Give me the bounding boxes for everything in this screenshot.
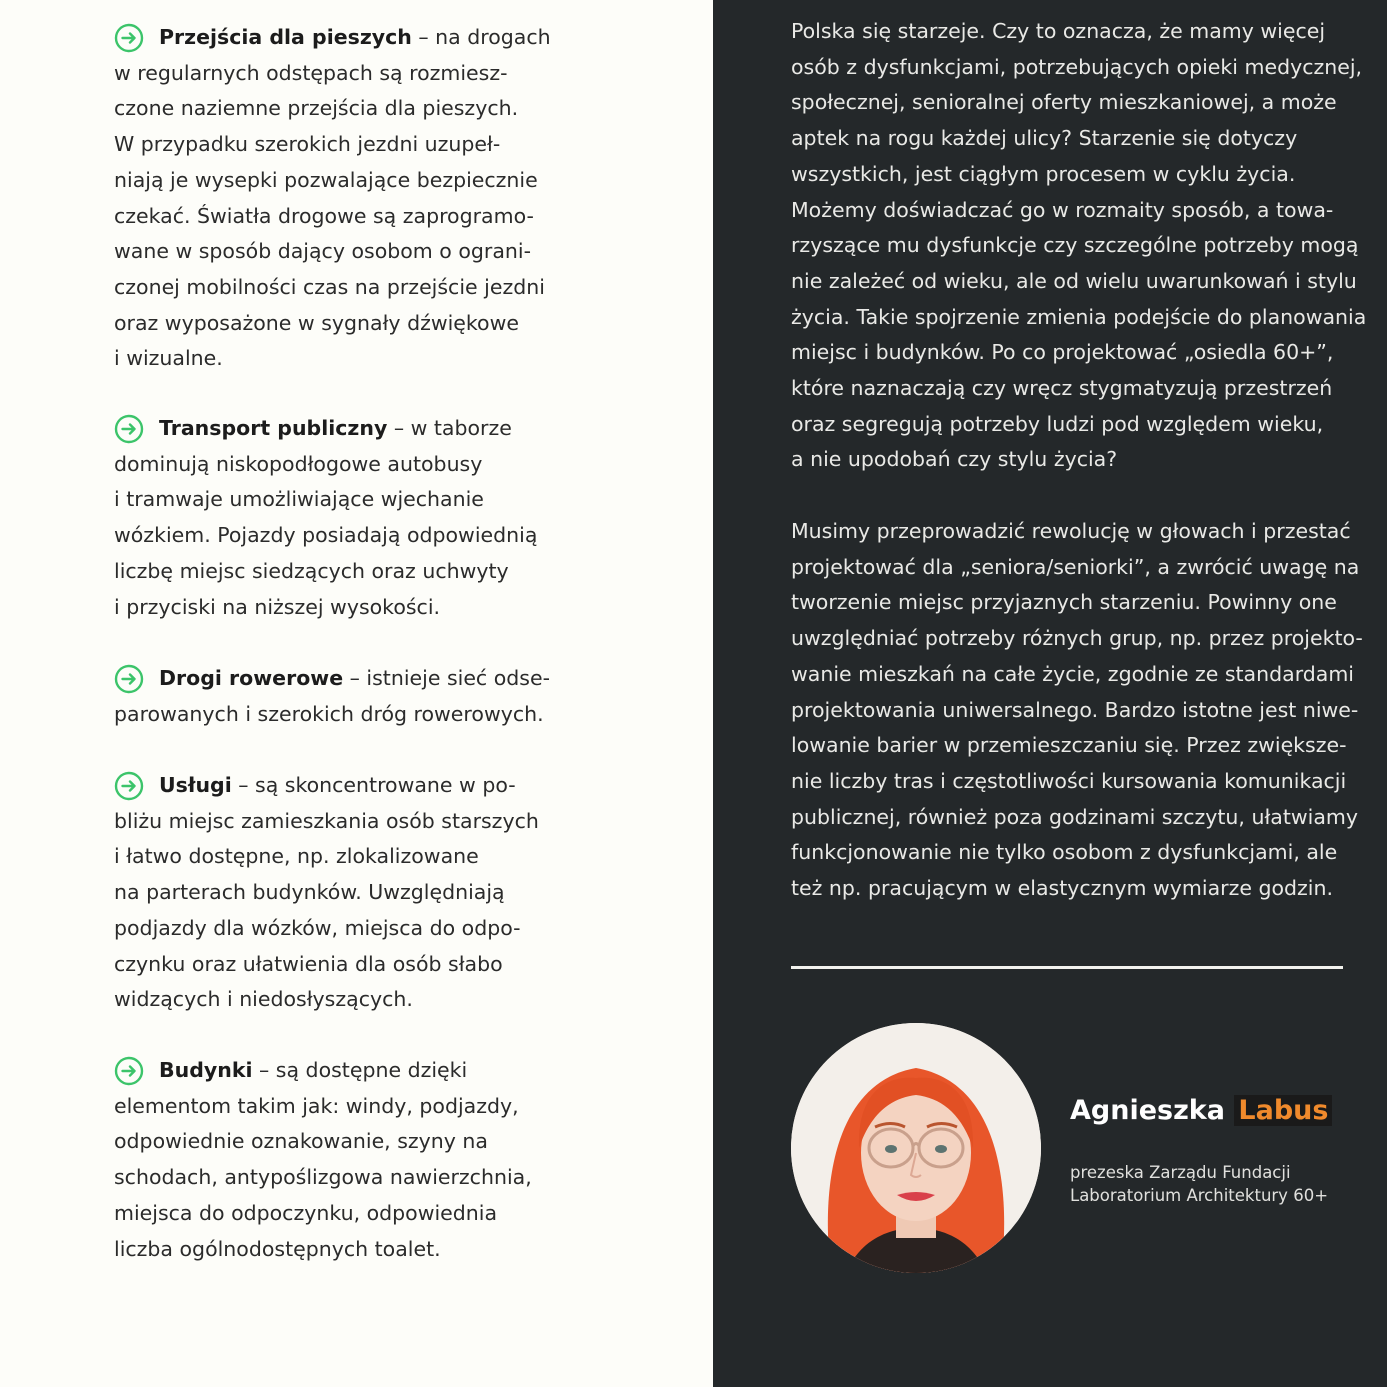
bullet-heading: Usługi <box>159 773 232 797</box>
bullet-line: podjazdy dla wózków, miejsca do odpo- <box>114 915 521 940</box>
bullet-lead <box>114 661 554 697</box>
bullet-line: i wizualne. <box>114 346 223 371</box>
paragraph-line: oraz segregują potrzeby ludzi pod względem wieku, <box>791 411 1324 436</box>
bullet-item-public-transport <box>114 411 554 625</box>
bullet-heading: Budynki <box>159 1058 253 1082</box>
bullet-line: W przypadku szerokich jezdni uzupeł- <box>114 132 501 157</box>
bullet-item-services <box>114 768 554 1018</box>
bullet-line: schodach, antypoślizgowa nawierzchnia, <box>114 1165 532 1190</box>
bullet-line: bliżu miejsc zamieszkania osób starszych <box>114 808 539 833</box>
bullet-line: oraz wyposażone w sygnały dźwiękowe <box>114 310 519 335</box>
paragraph-line: które naznaczają czy wręcz stygmatyzują przestrzeń <box>791 376 1333 401</box>
bullet-line: widzących i niedosłyszących. <box>114 987 413 1012</box>
author-first-name: Agnieszka <box>1070 1095 1225 1126</box>
paragraph-line: też np. pracującym w elastycznym wymiarze godzin. <box>791 876 1333 901</box>
paragraph-line: rzyszące mu dysfunkcje czy szczególne potrzeby mogą <box>791 233 1359 258</box>
paragraph-line: społecznej, senioralnej oferty mieszkaniowej, a może <box>791 90 1337 115</box>
paragraph-line: publicznej, również poza godzinami szczytu, ułatwiamy <box>791 804 1359 829</box>
bullet-lead <box>114 1053 554 1089</box>
bullet-line: na parterach budynków. Uwzględniają <box>114 880 505 905</box>
bullet-item-bike-paths <box>114 661 554 732</box>
paragraph-line: Możemy doświadczać go w rozmaity sposób, a towa- <box>791 197 1334 222</box>
author-role-line: Laboratorium Architektury 60+ <box>1070 1185 1329 1205</box>
arrow-right-circle-icon <box>114 414 144 444</box>
arrow-right-circle-icon <box>114 664 144 694</box>
bullet-text: – są dostępne dzięki <box>252 1058 468 1082</box>
bullet-heading: Przejścia dla pieszych <box>159 25 412 49</box>
paragraph-line: funkcjonowanie nie tylko osobom z dysfunkcjami, ale <box>791 840 1338 865</box>
paragraph-line: projektować dla „seniora/seniorki”, a zwrócić uwagę na <box>791 554 1360 579</box>
paragraph-line: życia. Takie spojrzenie zmienia podejście do planowania <box>791 304 1367 329</box>
bullet-line: niają je wysepki pozwalające bezpiecznie <box>114 167 538 192</box>
paragraph-line: nie zależeć od wieku, ale od wielu uwarunkowań i stylu <box>791 268 1357 293</box>
bullet-text: – są skoncentrowane w po- <box>231 773 516 797</box>
body-paragraph-2 <box>791 514 1366 907</box>
author-role-line: prezeska Zarządu Fundacji <box>1070 1163 1291 1182</box>
bullet-lead <box>114 20 554 56</box>
bullet-line: wózkiem. Pojazdy posiadają odpowiednią <box>114 523 538 548</box>
bullet-line: elementom takim jak: windy, podjazdy, <box>114 1093 519 1118</box>
bullet-line: liczba ogólnodostępnych toalet. <box>114 1236 441 1261</box>
arrow-right-circle-icon <box>114 1056 144 1086</box>
bullet-heading: Transport publiczny <box>159 416 388 440</box>
bullet-line: wane w sposób dający osobom o ograni- <box>114 239 531 264</box>
bullet-line: czekać. Światła drogowe są zaprogramo- <box>114 203 534 228</box>
paragraph-line: osób z dysfunkcjami, potrzebujących opieki medycznej, <box>791 54 1363 79</box>
paragraph-line: a nie upodobań czy stylu życia? <box>791 447 1118 472</box>
paragraph-line: Polska się starzeje. Czy to oznacza, że mamy więcej <box>791 19 1326 43</box>
bullet-line: dominują niskopodłogowe autobusy <box>114 451 483 476</box>
bullet-text: – w taborze <box>387 416 512 440</box>
paragraph-line: projektowania uniwersalnego. Bardzo istotne jest niwe- <box>791 697 1359 722</box>
bullet-text: – istnieje sieć odse- <box>343 666 550 690</box>
paragraph-line: wanie mieszkań na całe życie, zgodnie ze standardami <box>791 661 1354 686</box>
paragraph-line: Musimy przeprowadzić rewolucję w głowach i przestać <box>791 519 1351 543</box>
author-portrait <box>791 1023 1041 1273</box>
author-role <box>1070 1162 1328 1207</box>
bullet-item-buildings <box>114 1053 554 1267</box>
paragraph-line: tworzenie miejsc przyjaznych starzeniu. Powinny one <box>791 590 1337 615</box>
bullet-line: czone naziemne przejścia dla pieszych. <box>114 96 519 121</box>
arrow-right-circle-icon <box>114 771 144 801</box>
bullet-line: odpowiednie oznakowanie, szyny na <box>114 1129 488 1154</box>
bullet-line: i łatwo dostępne, np. zlokalizowane <box>114 844 479 869</box>
section-divider <box>791 966 1343 969</box>
bullet-line: czonej mobilności czas na przejście jezdni <box>114 274 545 299</box>
body-paragraph-1 <box>791 14 1366 478</box>
bullet-line: czynku oraz ułatwienia dla osób słabo <box>114 951 503 976</box>
author-last-name: Labus <box>1234 1095 1332 1126</box>
bullet-item-pedestrian-crossings <box>114 20 554 377</box>
bullet-heading: Drogi rowerowe <box>159 666 344 690</box>
paragraph-line: lowanie barier w przemieszczaniu się. Przez zwiększe- <box>791 733 1347 758</box>
author-name <box>1070 1095 1332 1126</box>
paragraph-line: aptek na rogu każdej ulicy? Starzenie się dotyczy <box>791 126 1298 151</box>
bullet-line: i przyciski na niższej wysokości. <box>114 594 441 619</box>
bullet-line: parowanych i szerokich dróg rowerowych. <box>114 701 544 726</box>
bullet-lead <box>114 411 554 447</box>
bullet-line: miejsca do odpoczynku, odpowiednia <box>114 1200 498 1225</box>
paragraph-line: nie liczby tras i częstotliwości kursowania komunikacji <box>791 768 1347 793</box>
bullet-line: liczbę miejsc siedzących oraz uchwyty <box>114 558 509 583</box>
arrow-right-circle-icon <box>114 23 144 53</box>
bullet-text: – na drogach <box>411 25 551 49</box>
bullet-line: i tramwaje umożliwiające wjechanie <box>114 487 484 512</box>
paragraph-line: uwzględniać potrzeby różnych grup, np. przez projekto- <box>791 626 1363 651</box>
bullet-line: w regularnych odstępach są rozmiesz- <box>114 60 508 85</box>
paragraph-line: wszystkich, jest ciągłym procesem w cyklu życia. <box>791 161 1296 186</box>
bullet-lead <box>114 768 554 804</box>
paragraph-line: miejsc i budynków. Po co projektować „osiedla 60+”, <box>791 340 1334 365</box>
